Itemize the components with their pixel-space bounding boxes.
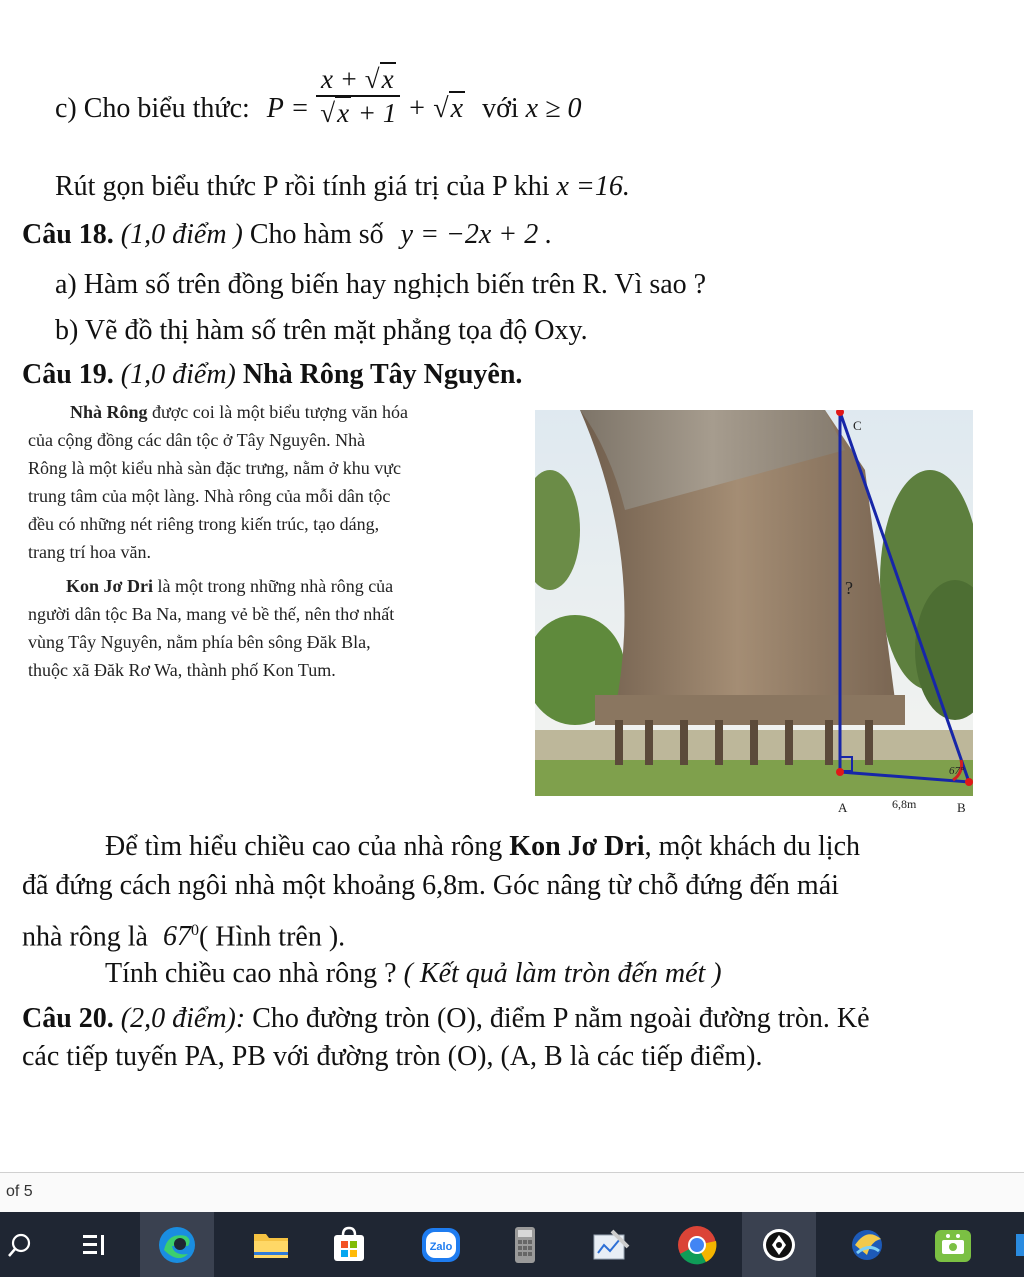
c-tail-rad: x: [450, 93, 464, 124]
simplify-math: x =16.: [556, 171, 630, 202]
nharong-para-1: [28, 398, 408, 566]
q18-a: a) Hàm số trên đồng biến hay nghịch biến trên R. Vì sao ?: [55, 269, 707, 300]
q19-para-3: [22, 914, 345, 954]
chrome-icon[interactable]: [660, 1212, 734, 1277]
label-c: C: [853, 418, 862, 433]
p1-l2: của cộng đồng các dân tộc ở Tây Nguyên. Nhà: [28, 430, 366, 450]
q20-heading: [22, 1002, 870, 1036]
p1-l4: trung tâm của một làng. Nhà rông của mỗi dân tộc: [28, 486, 391, 506]
simplify-text: Rút gọn biểu thức P rồi tính giá trị của P khi: [55, 171, 550, 202]
c-p-label: P =: [266, 93, 310, 124]
nc-app-icon[interactable]: [830, 1212, 904, 1277]
q19-para-2: đã đứng cách ngôi nhà một khoảng 6,8m. Góc nâng từ chỗ đứng đến mái: [22, 870, 839, 901]
c-condition: x ≥ 0: [525, 93, 582, 124]
file-explorer-icon[interactable]: [234, 1212, 308, 1277]
p2-l3: vùng Tây Nguyên, nằm phía bên sông Đăk Bla,: [28, 632, 371, 652]
frac-den-rad: x: [337, 97, 350, 128]
para4-italic: ( Kết quả làm tròn đến mét ): [403, 958, 722, 989]
p1-l3: Rông là một kiểu nhà sàn đặc trưng, nằm ở khu vực: [28, 458, 401, 478]
calculator-icon[interactable]: [488, 1212, 562, 1277]
p2-l4: thuộc xã Đăk Rơ Wa, thành phố Kon Tum.: [28, 660, 336, 680]
para1-bold: Kon Jơ Dri: [509, 831, 645, 862]
frac-num-x: x +: [321, 63, 359, 94]
p1-l1: được coi là một biểu tượng văn hóa: [152, 402, 409, 422]
label-question: ?: [845, 578, 853, 598]
q18-points: (1,0 điểm ): [120, 219, 243, 250]
p1-l5: đều có những nét riêng trong kiến trúc, tạo dáng,: [28, 514, 380, 534]
para1-b: , một khách du lịch: [644, 831, 860, 862]
c-expression-line: c) Cho biểu thức: P = $\frac{x + √x}{√x + 1}$ + √x với x ≥ 0: [55, 63, 582, 128]
edge-icon[interactable]: [140, 1212, 214, 1277]
android-icon[interactable]: [916, 1212, 990, 1277]
q19-points: (1,0 điểm): [120, 359, 236, 390]
q18-label: Câu 18.: [22, 219, 114, 250]
c-prefix: c) Cho biểu thức:: [55, 93, 250, 124]
task-view-icon[interactable]: [58, 1212, 132, 1277]
para3-b: ( Hình trên ).: [198, 921, 346, 953]
para4-a: Tính chiều cao nhà rông ?: [105, 958, 397, 989]
label-angle: 67°: [949, 765, 965, 777]
store-icon[interactable]: [312, 1212, 386, 1277]
q20-label: Câu 20.: [22, 1003, 114, 1034]
c-with: với: [482, 93, 519, 124]
taskbar: [0, 1212, 1024, 1277]
p2-l1: là một trong những nhà rông của: [157, 576, 394, 596]
overflow-edge: [1016, 1234, 1024, 1256]
page-count: of 5: [6, 1183, 33, 1200]
q18-math: y = −2x + 2 .: [400, 219, 553, 250]
zalo-icon[interactable]: [404, 1212, 478, 1277]
fig-label-b: B: [957, 800, 966, 815]
frac-den-plus: + 1: [357, 97, 397, 128]
q18-text: Cho hàm số: [249, 219, 384, 250]
fig-label-dist: 6,8m: [892, 797, 917, 811]
q19-para-4: [105, 957, 722, 991]
frac-num-rad: x: [381, 63, 394, 94]
para3-a: nhà rông là: [22, 921, 148, 953]
p2-l2: người dân tộc Ba Na, mang vẻ bề thế, nên thơ nhất: [28, 604, 395, 624]
q19-heading: [22, 358, 522, 392]
notepad-icon[interactable]: [574, 1212, 648, 1277]
q20-points: (2,0 điểm):: [120, 1003, 246, 1034]
page-info-bar: [0, 1172, 1024, 1213]
line-simplify: [55, 170, 630, 204]
nharong-para-2: [28, 572, 394, 684]
q18-heading: [22, 218, 552, 252]
para3-degree: 0: [190, 922, 199, 939]
nharong-photo: [535, 410, 973, 796]
fraction: $\frac{x + √x}{√x + 1}$: [316, 63, 400, 129]
p2-bold: Kon Jơ Dri: [66, 576, 153, 596]
q20-l1: Cho đường tròn (O), điểm P nằm ngoài đường tròn. Kẻ: [252, 1003, 870, 1034]
p1-l6: trang trí hoa văn.: [28, 542, 151, 562]
q19-para-1: [105, 830, 860, 864]
pen-app-icon[interactable]: [742, 1212, 816, 1277]
c-plus: +: [407, 93, 427, 124]
para3-angle: 67: [162, 921, 191, 953]
zalo-label: Zalo: [429, 1240, 453, 1253]
q19-title: Nhà Rông Tây Nguyên.: [242, 359, 523, 390]
search-icon[interactable]: [0, 1212, 40, 1277]
q18-b: b) Vẽ đồ thị hàm số trên mặt phẳng tọa độ Oxy.: [55, 315, 588, 346]
fig-label-a: A: [838, 800, 848, 815]
para1-a: Để tìm hiểu chiều cao của nhà rông: [105, 831, 503, 862]
q19-label: Câu 19.: [22, 359, 114, 390]
q20-line-2: các tiếp tuyến PA, PB với đường tròn (O), (A, B là các tiếp điểm).: [22, 1041, 763, 1072]
p1-bold: Nhà Rông: [70, 402, 148, 422]
